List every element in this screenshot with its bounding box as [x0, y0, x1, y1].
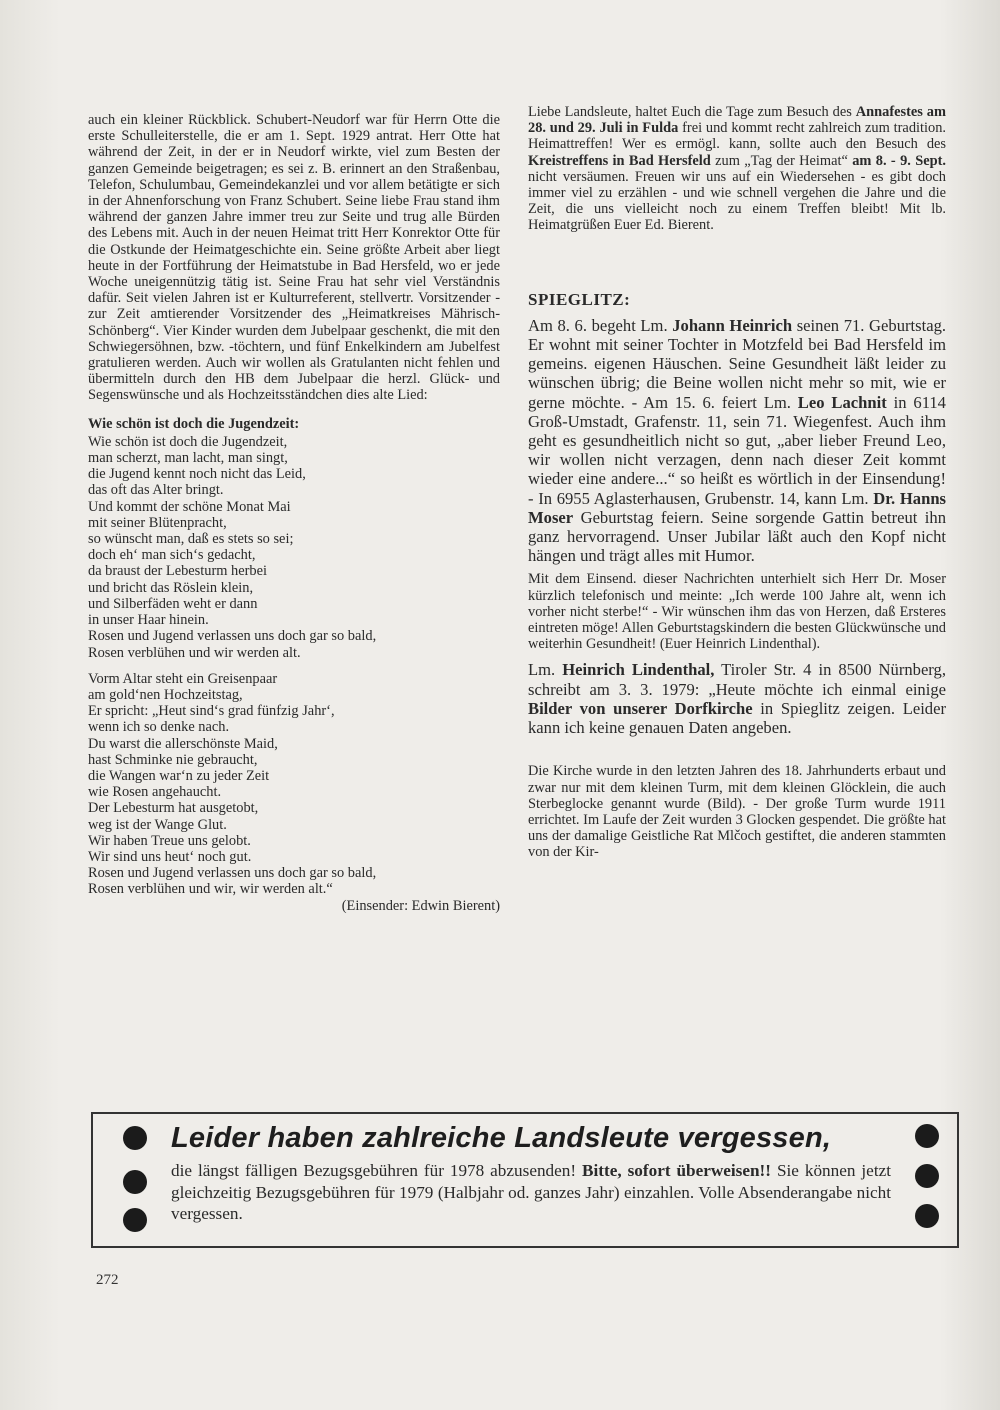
body-text: seinen 71. Geburtstag. Er wohnt mit seiner Tochter in Motzfeld bei Bad Hersfeld im gemeins. eigenen Häuschen. Seine Gesundheit läßt leider zu wünschen übrig; die Beine wollen nicht mehr so mit, wie er gerne möchte. - Am 15. 6. feiert Lm. — [528, 315, 947, 412]
section-heading: SPIEGLITZ: — [528, 289, 631, 309]
poem-line: Du warst die allerschönste Maid, — [88, 735, 278, 752]
notice-title: Leider haben zahlreiche Landsleute vergessen, — [171, 1122, 832, 1154]
body-text: in Spieglitz zeigen. Leider kann ich keine genauen Daten angeben. — [528, 698, 946, 738]
poem-line: und bricht das Röslein klein, — [88, 579, 254, 596]
poem-line: Rosen und Jugend verlassen uns doch gar so bald, — [88, 865, 377, 882]
person-name: Dr. Hanns Moser — [528, 488, 946, 527]
intro-text: nicht versäumen. Freuen wir uns auf ein Wiedersehen - es gibt doch immer viel zu erzählen - und wie schnell vergehen die Jahre und die Zeit, die uns vielleicht noch zu einem Treffen bleibt! Mit lb. Heimatgrüßen Euer Ed. Bierent. — [528, 168, 946, 234]
poem-stanza-1 — [88, 434, 500, 661]
notice-body: die längst fälligen Bezugsgebühren für 1978 abzusenden! — [171, 1161, 583, 1180]
bullet-dot-icon — [123, 1170, 147, 1194]
right-column — [528, 104, 946, 861]
notice-bold: Bitte, sofort überweisen!! — [582, 1161, 772, 1180]
poem-line: Rosen verblühen und wir werden alt. — [88, 644, 301, 661]
person-name: Heinrich Lindenthal, — [562, 660, 715, 680]
notice-box — [91, 1112, 959, 1248]
poem-line: Der Lebesturm hat ausgetobt, — [88, 800, 259, 817]
poem-line: da braust der Lebesturm herbei — [88, 563, 268, 580]
intro-bold: Annafestes am 28. und 29. Juli in Fulda — [528, 104, 946, 137]
bullet-dot-icon — [123, 1208, 147, 1232]
poem-line: Rosen verblühen und wir, wir werden alt.“ — [88, 881, 333, 898]
page-number: 272 — [96, 1272, 119, 1288]
poem-credit: (Einsender: Edwin Bierent) — [341, 897, 500, 914]
bullet-dot-icon — [123, 1126, 147, 1150]
intro-paragraph — [528, 104, 946, 234]
poem-line: so wünscht man, daß es stets so sei; — [88, 531, 294, 548]
poem-line: Und kommt der schöne Monat Mai — [88, 498, 291, 515]
bullet-dot-icon — [915, 1164, 939, 1188]
poem-stanza-2 — [88, 671, 500, 914]
left-paragraph: auch ein kleiner Rückblick. Schubert-Neudorf war für Herrn Otte die erste Schulleiterstelle, die er am 1. Sept. 1929 antrat. Herr Otte hat während der Zeit, in der er in Neudorf wirkte, viel zum Besten der ganzen Gemeinde beigetragen; es sei z. B. erinnert an den Straßenbau, Telefon, Schulumbau, Gemeindekanzlei und vor allem betätigte er sich in der Ahnenforschung von Franz Schubert. Seine liebe Frau stand ihm während der ganzen Jahre immer treu zur Seite und trug alle Bürden des Lebens mit. Auch in der neuen Heimat tritt Herr Konrektor Otte für die Ostkunde der Heimatgeschichte ein. Seine größte Arbeit aber liegt heute in der Fortführung der Heimatstube in Bad Hersfeld, wo er jede Woche uneigennützig tätig ist. Seine Frau hat sehr viel Verständnis dafür. Seit vielen Jahren ist er Kulturreferent, stellvertr. Vorsitzender - zur Zeit amtierender Vorsitzender des „Heimatkreises Mährisch-Schönberg“. Vier Kinder wurden dem Jubelpaar geschenkt, die mit den Schwiegersöhnen, bzw. -töchtern, und fünf Enkelkindern am Jubelfest gratulieren werden. Auch wir wollen als Gratulanten nicht fehlen und übermitteln durch den HB dem Jubelpaar die herzl. Glück- und Segenswünsche und als Hochzeitsständchen dies alte Lied: — [88, 112, 500, 404]
intro-text: frei und kommt recht zahlreich zum tradition. Heimattreffen! Wer es ermögl. kann, sollte auch den Besuch des — [528, 120, 946, 153]
poem-line: wenn ich so denke nach. — [88, 719, 230, 736]
church-paragraph: Die Kirche wurde in den letzten Jahren des 18. Jahrhunderts erbaut und zwar nur mit dem kleinen Turm, mit dem kleinen Glöcklein, die auch Sterbeglocke genannt wurde (Bild). - Der große Turm wurde 1911 errichtet. Im Laufe der Zeit wurden 3 Glocken gespendet. Die größte hat uns der damalige Geistliche Rat Mlčoch gestiftet, die anderen stammten von der Kir- — [528, 763, 946, 861]
body-text: Lm. — [528, 660, 563, 680]
poem-line: am gold‘nen Hochzeitstag, — [88, 686, 243, 703]
poem-line: Wie schön ist doch die Jugendzeit, — [88, 433, 288, 450]
poem-line: die Jugend kennt noch nicht das Leid, — [88, 466, 306, 483]
poem-line: wie Rosen angehaucht. — [88, 784, 222, 801]
poem-line: und Silberfäden weht er dann — [88, 595, 258, 612]
poem-line: die Wangen war‘n zu jeder Zeit — [88, 767, 270, 784]
notice-body: Sie können jetzt gleichzeitig Bezugsgebühren für 1979 (Halbjahr od. ganzes Jahr) einzahlen. Volle Absenderangabe nicht vergessen. — [171, 1161, 891, 1223]
intro-bold: Kreistreffens in Bad Hersfeld — [528, 152, 711, 169]
poem-title: Wie schön ist doch die Jugendzeit: — [88, 415, 300, 432]
bullet-dot-icon — [915, 1204, 939, 1228]
poem-line: weg ist der Wange Glut. — [88, 816, 227, 833]
person-name: Leo Lachnit — [797, 392, 887, 412]
person-name: Johann Heinrich — [672, 315, 793, 335]
poem-line: in unser Haar hinein. — [88, 612, 209, 629]
left-column — [88, 112, 500, 924]
poem-line: Er spricht: „Heut sind‘s grad fünfzig Jahr‘, — [88, 703, 335, 720]
body-text: Am 8. 6. begeht Lm. — [528, 315, 673, 335]
moser-paragraph: Mit dem Einsend. dieser Nachrichten unterhielt sich Herr Dr. Moser kürzlich telefonisch und meinte: „Ich werde 100 Jahre alt, wenn ich vorher nicht sterbe!“ - Wir wünschen ihm das von Herzen, daß Ersteres eintreten möge! Allen Geburtstagskindern die besten Glückwünsche und weiterhin Gesundheit! (Euer Heinrich Lindenthal). — [528, 571, 946, 653]
poem-line: Rosen und Jugend verlassen uns doch gar so bald, — [88, 628, 377, 645]
notice-text — [171, 1160, 891, 1225]
body-text: in 6114 Groß-Umstadt, Grafenstr. 11, sein 71. Wiegenfest. Auch ihm geht es gesundheitlich nicht so gut, „aber lieber Freund Leo, wir wollen nicht verzagen, denn nach dieser Zeit kommt wieder eine andere...“ so heißt es wörtlich in der Einsendung! - In 6955 Aglasterhausen, Grubenstr. 14, kann Lm. — [528, 392, 946, 508]
poem-line: mit seiner Blütenpracht, — [88, 514, 227, 531]
poem-line: man scherzt, man lacht, man singt, — [88, 450, 288, 467]
bullet-dot-icon — [915, 1124, 939, 1148]
poem-line: hast Schminke nie gebraucht, — [88, 751, 258, 768]
intro-text: zum „Tag der Heimat“ — [710, 152, 853, 169]
intro-text: Liebe Landsleute, haltet Euch die Tage zum Besuch des — [528, 104, 856, 120]
poem-line: das oft das Alter bringt. — [88, 482, 224, 499]
poem-line: Vorm Altar steht ein Greisenpaar — [88, 670, 278, 687]
birthday-paragraph — [528, 316, 946, 566]
bold-phrase: Bilder von unserer Dorfkirche — [528, 698, 753, 718]
body-text: Geburtstag feiern. Seine sorgende Gattin betreut ihn ganz hervorragend. Unser Jubilar läßt auch den Kopf nicht hängen und trägt alles mit Humor. — [528, 507, 946, 566]
intro-bold: am 8. - 9. Sept. — [852, 152, 946, 169]
poem-line: Wir haben Treue uns gelobt. — [88, 832, 251, 849]
body-text: Tiroler Str. 4 in 8500 Nürnberg, schreibt am 3. 3. 1979: „Heute möchte ich einmal einige — [528, 660, 946, 699]
poem-line: doch eh‘ man sich‘s gedacht, — [88, 547, 256, 564]
poem-line: Wir sind uns heut‘ noch gut. — [88, 848, 252, 865]
lindenthal-paragraph — [528, 660, 946, 737]
